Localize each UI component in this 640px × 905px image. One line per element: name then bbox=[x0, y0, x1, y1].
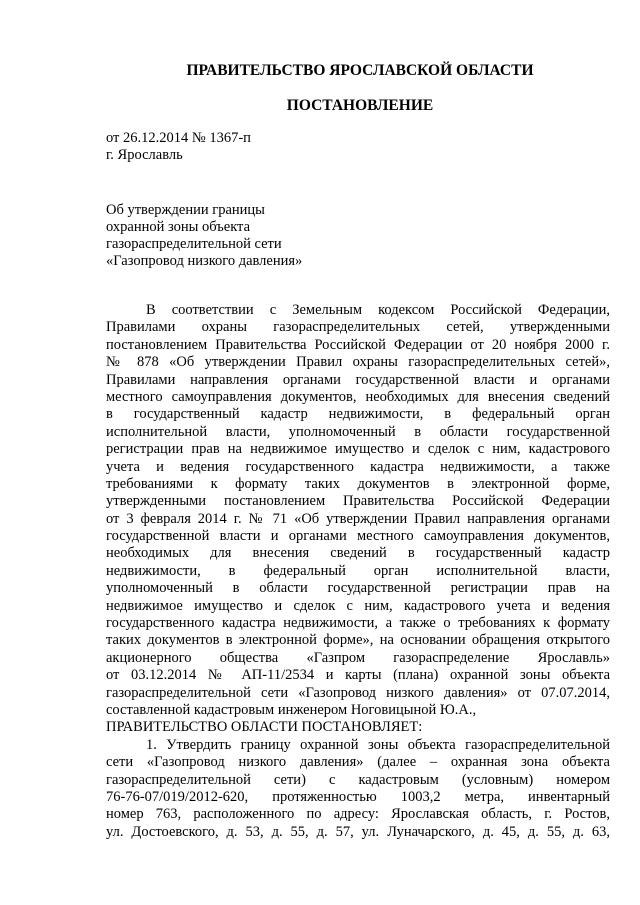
organization-heading: ПРАВИТЕЛЬСТВО ЯРОСЛАВСКОЙ ОБЛАСТИ bbox=[186, 62, 534, 79]
body-line: требованиями к формату таких документов в электронной форме, bbox=[106, 475, 610, 492]
date-number: от 26.12.2014 № 1367-п bbox=[106, 130, 251, 146]
body-line: газораспределительной сети) с кадастровым (условным) номером bbox=[106, 771, 610, 788]
subject-line: «Газопровод низкого давления» bbox=[106, 253, 303, 269]
body-line: таких документов в электронной форме», на основании обращения открытого bbox=[106, 632, 610, 649]
body-line: 1. Утвердить границу охранной зоны объекта газораспределительной bbox=[146, 736, 610, 753]
body-line: Правилами охраны газораспределительных сетей, утвержденными bbox=[106, 319, 610, 336]
subject-line: газораспределительной сети bbox=[106, 236, 282, 252]
body-line: недвижимое имущество и сделок с ним, кадастрового учета и ведения bbox=[106, 597, 610, 614]
body-line: № 878 «Об утверждении Правил охраны газораспределительных сетей», bbox=[106, 354, 610, 371]
body-line: номер 763, расположенного по адресу: Ярославская область, г. Ростов, bbox=[106, 806, 610, 823]
document-body bbox=[106, 302, 610, 841]
body-line: В соответствии с Земельным кодексом Российской Федерации, bbox=[146, 302, 610, 318]
body-line: утвержденными постановлением Правительства Российской Федерации bbox=[106, 493, 610, 510]
city: г. Ярославль bbox=[106, 147, 183, 163]
body-line: местного самоуправления документов, необходимых для внесения сведений bbox=[106, 388, 610, 405]
document-type-heading: ПОСТАНОВЛЕНИЕ bbox=[286, 97, 434, 114]
subject-line: Об утверждении границы bbox=[106, 202, 265, 218]
document-subject bbox=[106, 202, 302, 270]
body-line: уполномоченный в области государственной регистрации прав на bbox=[106, 580, 610, 597]
resolution-heading: ПРАВИТЕЛЬСТВО ОБЛАСТИ ПОСТАНОВЛЯЕТ: bbox=[106, 719, 423, 736]
body-line: необходимых для внесения сведений в государственный кадастр bbox=[106, 545, 610, 562]
body-line: Правилами направления органами государственной власти и органами bbox=[106, 371, 610, 388]
body-line: акционерного общества «Газпром газораспределение Ярославль» bbox=[106, 649, 610, 666]
body-line: государственного кадастра недвижимости, а также о требованиях к формату bbox=[106, 615, 610, 632]
body-line: постановлением Правительства Российской Федерации от 20 ноября 2000 г. bbox=[106, 336, 610, 353]
body-line: от 03.12.2014 № АП-11/2534 и карты (плана) охранной зоны объекта bbox=[106, 667, 610, 684]
body-line: исполнительной власти, уполномоченный в области государственной bbox=[106, 423, 610, 440]
body-line: регистрации прав на недвижимое имущество и сделок с ним, кадастрового bbox=[106, 441, 610, 458]
body-line: 76-76-07/019/2012-620, протяженностью 1003,2 метра, инвентарный bbox=[106, 788, 610, 805]
body-line: в государственный кадастр недвижимости, в федеральный орган bbox=[106, 406, 610, 423]
body-line: недвижимости, в федеральный орган исполнительной власти, bbox=[106, 562, 610, 579]
document-meta bbox=[106, 130, 251, 164]
body-line: составленной кадастровым инженером Ноговицыной Ю.А., bbox=[106, 701, 477, 718]
body-line: государственной власти и органами местного самоуправления документов, bbox=[106, 528, 610, 545]
body-line: ул. Достоевского, д. 53, д. 55, д. 57, ул. Луначарского, д. 45, д. 55, д. 63, bbox=[106, 823, 610, 840]
body-line: сети «Газопровод низкого давления» (далее – охранная зона объекта bbox=[106, 754, 610, 771]
body-line: от 3 февраля 2014 г. № 71 «Об утверждении Правил направления органами bbox=[106, 510, 610, 527]
body-line: газораспределительной сети «Газопровод низкого давления» от 07.07.2014, bbox=[106, 684, 610, 701]
body-line: учета и ведения государственного кадастра недвижимости, а также bbox=[106, 458, 610, 475]
subject-line: охранной зоны объекта bbox=[106, 219, 251, 235]
